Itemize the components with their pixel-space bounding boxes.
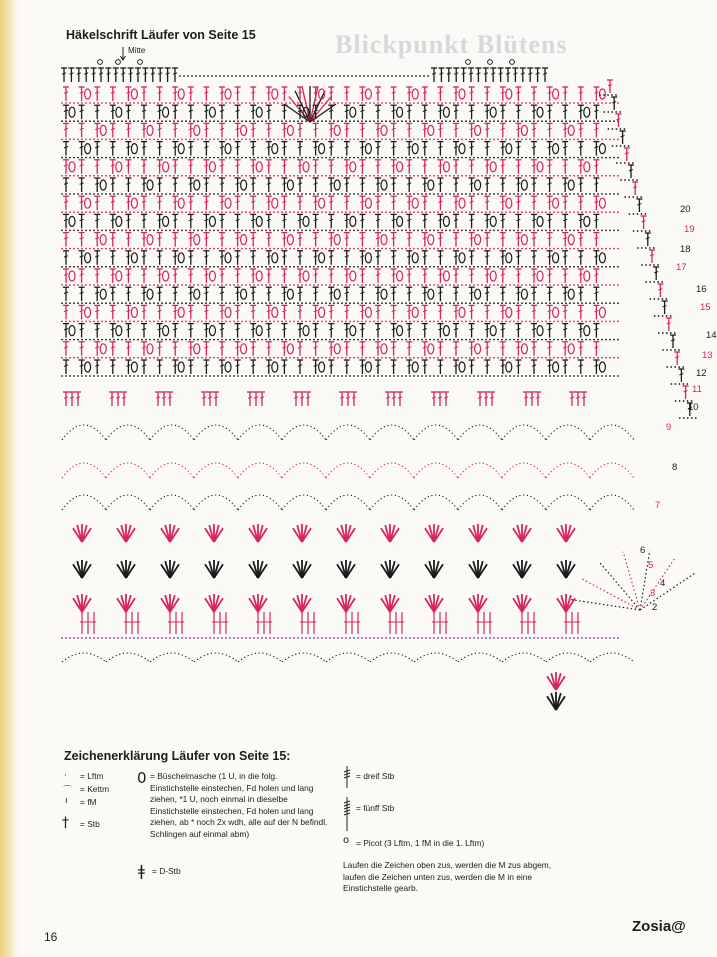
center-marker-label: Mitte	[128, 46, 146, 55]
row-number: 17	[676, 262, 687, 273]
chart-symbols	[61, 60, 717, 710]
legend-fm: = fM	[80, 797, 97, 807]
row-number: 6	[640, 545, 646, 556]
row-number: 14	[706, 330, 717, 341]
row-number: 3	[650, 588, 656, 599]
row-number: 8	[672, 462, 678, 473]
legend-lftm: = Lftm	[80, 771, 104, 781]
legend-dreif: = dreif Stb	[356, 771, 395, 781]
slip-stitch-icon: ⌒	[63, 786, 73, 796]
row-number: 7	[655, 500, 661, 511]
row-number: 11	[692, 384, 702, 395]
row-number: 10	[688, 402, 699, 413]
legend-title: Zeichenerklärung Läufer von Seite 15:	[64, 749, 291, 763]
legend-note: Laufen die Zeichen oben zus, werden die M zus abgem, laufen die Zeichen unten zus, werden die M in eine Einstichstelle gearb.	[343, 860, 552, 894]
row-number: 16	[696, 284, 707, 295]
triple-treble-icon	[342, 766, 352, 788]
row-number: 2	[652, 602, 658, 613]
double-crochet-icon: †	[62, 815, 69, 831]
row-number: 15	[700, 302, 711, 313]
signature: Zosia@	[632, 918, 686, 935]
quintuple-treble-icon	[342, 797, 352, 831]
row-number: 5	[648, 560, 654, 571]
chart-title: Häkelschrift Läufer von Seite 15	[66, 28, 256, 42]
legend-kettm: = Kettm	[80, 784, 110, 794]
legend-buschel: = Büschelmasche (1 U, in die folg. Einstichstelle einstechen, Fd holen und lang ziehen, *1 U, noch einmal in dieselbe Einstichstelle einstechen, Fd holen und lang ziehen, ab * noch 2x wdh, alle auf der N befindl. Schlingen auf einmal abm)	[150, 771, 328, 839]
double-treble-icon: ǂ	[138, 862, 145, 880]
legend-funff: = fünff Stb	[356, 803, 395, 813]
row-number: 4	[660, 578, 666, 589]
single-crochet-icon: ı	[65, 796, 68, 806]
legend-picot: = Picot (3 Lftm, 1 fM in die 1. Lftm)	[356, 838, 485, 848]
legend-dstb: = D-Stb	[152, 866, 181, 876]
background-title: Blickpunkt Blütens	[335, 30, 568, 59]
row-number: 9	[666, 422, 672, 433]
picot-icon: o	[343, 835, 350, 846]
row-number: 19	[684, 224, 695, 235]
chain-stitch-icon: ·	[64, 771, 67, 781]
row-number: 12	[696, 368, 707, 379]
row-number: 18	[680, 244, 691, 255]
legend-stb: = Stb	[80, 819, 100, 829]
cluster-stitch-icon: 0	[137, 769, 147, 787]
row-number: 13	[702, 350, 713, 361]
row-number: 20	[680, 204, 691, 215]
page-number: 16	[44, 930, 58, 944]
